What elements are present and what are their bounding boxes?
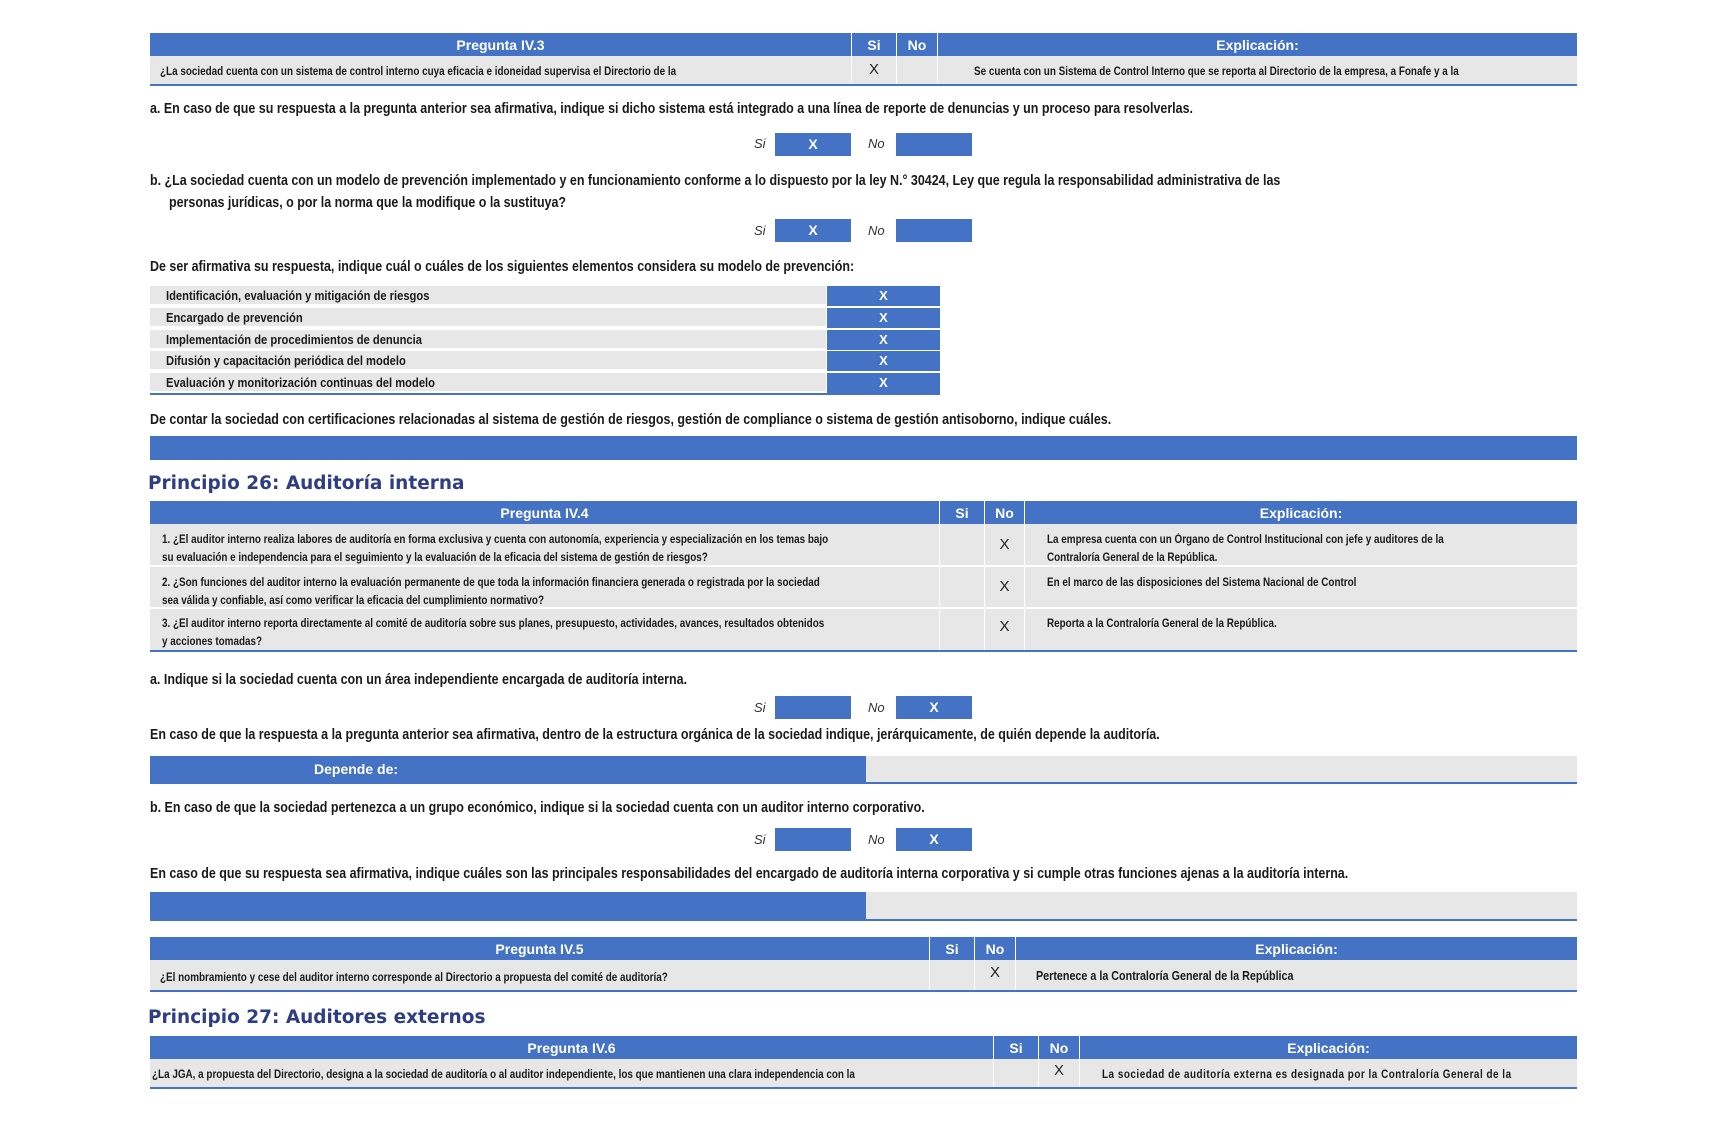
elements-list (150, 286, 940, 395)
no-cell: X (985, 609, 1025, 650)
table-row (150, 1059, 1577, 1089)
header-pregunta: Pregunta IV.3 (150, 33, 852, 56)
question-cell: ¿La JGA, a propuesta del Directorio, designa a la sociedad de auditoría o al auditor independiente, los que mantienen una clara independencia con la (150, 1059, 994, 1087)
section-title-principle-27: Principio 27: Auditores externos (148, 1007, 486, 1028)
no-cell (897, 56, 938, 84)
question-b1: b. ¿La sociedad cuenta con un modelo de prevención implementado y en funcionamiento conforme a lo dispuesto por la ley N.° 30424, Ley que regula la responsabilidad administrativa de las personas jurídicas, o por la norma que la modifique o la sustituya? (150, 173, 1281, 211)
no-label: No (868, 136, 885, 151)
no-label: No (868, 223, 885, 238)
si-cell (940, 609, 985, 650)
header-no: No (897, 33, 938, 56)
header-si: Si (930, 937, 975, 960)
table-row (150, 56, 1577, 86)
no-label: No (868, 832, 885, 847)
header-explicacion: Explicación: (1080, 1036, 1577, 1059)
table-row (150, 609, 1577, 652)
si-cell (940, 524, 985, 565)
si-cell: X (852, 56, 897, 84)
table-row (150, 960, 1577, 992)
question-a1: a. En caso de que su respuesta a la pregunta anterior sea afirmativa, indique si dicho sistema está integrado a una línea de reporte de denuncias y un proceso para resolverlas. (150, 101, 1193, 117)
header-pregunta: Pregunta IV.4 (150, 501, 940, 524)
question-cell: ¿El nombramiento y cese del auditor interno corresponde al Directorio a propuesta del comité de auditoría? (150, 960, 930, 990)
certifications-answer-bar (150, 436, 1577, 460)
table-iv5 (150, 937, 1577, 992)
header-no: No (975, 937, 1016, 960)
question-a2: a. Indique si la sociedad cuenta con un área independiente encargada de auditoría interna. (150, 672, 688, 688)
question-cell: 1. ¿El auditor interno realiza labores de auditoría en forma exclusiva y cuenta con autonomía, experiencia y especialización en los temas bajo su evaluación e independencia para el seguimiento y la evaluación de la eficacia del sistema de gestión de riesgos? (150, 524, 940, 565)
header-no: No (985, 501, 1025, 524)
corporate-answer-label (150, 892, 866, 919)
no-cell: X (985, 567, 1025, 607)
table-iv6 (150, 1036, 1577, 1091)
list-item-mark: X (827, 330, 940, 350)
question-b2: b. En caso de que la sociedad pertenezca a un grupo económico, indique si la sociedad cuenta con un auditor interno corporativo. (150, 800, 925, 816)
header-si: Si (994, 1036, 1039, 1059)
header-explicacion: Explicación: (1025, 501, 1577, 524)
si-label: Si (754, 700, 766, 715)
list-item: Identificación, evaluación y mitigación de riesgos (150, 286, 826, 306)
si-label: Si (754, 832, 766, 847)
table-iv3 (150, 33, 1577, 86)
depends-label: Depende de: (150, 756, 866, 782)
list-item-mark: X (827, 286, 940, 306)
list-item-mark: X (827, 373, 940, 393)
list-item-mark: X (827, 308, 940, 328)
table-row (150, 524, 1577, 567)
corporate-answer-value (866, 892, 1577, 919)
elements-intro: De ser afirmativa su respuesta, indique cuál o cuáles de los siguientes elementos considera su modelo de prevención: (150, 259, 855, 275)
explanation-cell: En el marco de las disposiciones del Sistema Nacional de Control (1047, 577, 1357, 589)
table-iv4 (150, 501, 1577, 652)
no-answer-box (896, 133, 972, 156)
no-answer-box (896, 219, 972, 242)
si-answer-box: X (775, 219, 851, 242)
si-label: Si (754, 223, 766, 238)
depends-row (150, 756, 1577, 784)
table-row (150, 567, 1577, 609)
depends-intro: En caso de que la respuesta a la pregunta anterior sea afirmativa, dentro de la estructura orgánica de la sociedad indique, jerárquicamente, de quién depende la auditoría. (150, 727, 1160, 743)
header-pregunta: Pregunta IV.6 (150, 1036, 994, 1059)
question-cell: 2. ¿Son funciones del auditor interno la evaluación permanente de que toda la información financiera generada o registrada por la sociedad sea válida y confiable, así como verificar la eficacia del cumplimiento normativo? (150, 567, 940, 607)
si-cell (994, 1059, 1039, 1087)
corporate-intro: En caso de que su respuesta sea afirmativa, indique cuáles son las principales responsabilidades del encargado de auditoría interna corporativa y si cumple otras funciones ajenas a la auditoría interna. (150, 866, 1349, 882)
header-pregunta: Pregunta IV.5 (150, 937, 930, 960)
header-no: No (1039, 1036, 1080, 1059)
list-item: Difusión y capacitación periódica del modelo (150, 351, 826, 371)
explanation-cell: La sociedad de auditoría externa es designada por la Contraloría General de la (1102, 1069, 1512, 1081)
list-item-mark: X (827, 351, 940, 371)
question-cell: 3. ¿El auditor interno reporta directamente al comité de auditoría sobre sus planes, presupuesto, actividades, avances, resultados obtenidos y acciones tomadas? (150, 609, 940, 650)
list-item: Evaluación y monitorización continuas del modelo (150, 373, 826, 393)
header-si: Si (852, 33, 897, 56)
explanation-cell: La empresa cuenta con un Órgano de Control Institucional con jefe y auditores de la Contraloría General de la República. (1047, 534, 1444, 564)
question-cell: ¿La sociedad cuenta con un sistema de control interno cuya eficacia e idoneidad supervisa el Directorio de la (150, 56, 852, 84)
no-answer-box: X (896, 696, 972, 719)
certifications-intro: De contar la sociedad con certificaciones relacionadas al sistema de gestión de riesgos, gestión de compliance o sistema de gestión antisoborno, indique cuáles. (150, 412, 1112, 428)
section-title-principle-26: Principio 26: Auditoría interna (148, 473, 465, 494)
explanation-cell: Se cuenta con un Sistema de Control Interno que se reporta al Directorio de la empresa, a Fonafe y a la (974, 66, 1459, 78)
si-answer-box (775, 828, 851, 851)
si-cell (940, 567, 985, 607)
no-label: No (868, 700, 885, 715)
no-cell: X (1039, 1059, 1080, 1087)
list-item: Implementación de procedimientos de denuncia (150, 330, 826, 350)
explanation-cell: Reporta a la Contraloría General de la República. (1047, 618, 1277, 630)
no-cell: X (975, 960, 1016, 990)
si-label: Si (754, 136, 766, 151)
no-cell: X (985, 524, 1025, 565)
depends-value (866, 756, 1577, 782)
si-answer-box (775, 696, 851, 719)
si-cell (930, 960, 975, 990)
header-explicacion: Explicación: (1016, 937, 1577, 960)
list-item: Encargado de prevención (150, 308, 826, 328)
corporate-answer-row (150, 892, 1577, 921)
header-si: Si (940, 501, 985, 524)
no-answer-box: X (896, 828, 972, 851)
header-explicacion: Explicación: (938, 33, 1577, 56)
explanation-cell: Pertenece a la Contraloría General de la República (1036, 969, 1294, 983)
si-answer-box: X (775, 133, 851, 156)
